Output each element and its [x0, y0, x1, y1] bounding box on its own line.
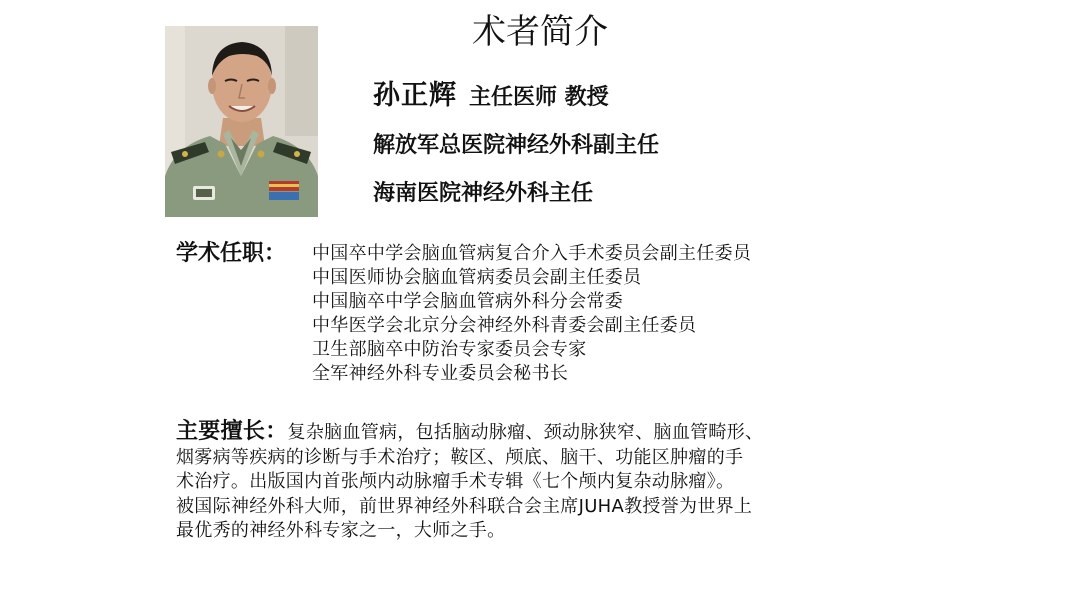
position-secondary: 海南医院神经外科主任: [373, 181, 594, 206]
specialty-line: 最优秀的神经外科专家之一，大师之手。: [176, 520, 506, 541]
list-item: 中国脑卒中学会脑血管病外科分会常委: [312, 291, 624, 312]
doctor-name: 孙正辉: [373, 80, 457, 111]
academic-list: [312, 242, 751, 386]
list-item: 中国医师协会脑血管病委员会副主任委员: [312, 267, 642, 288]
specialty-label: 主要擅长：: [176, 419, 288, 444]
specialty-line: 烟雾病等疾病的诊断与手术治疗；鞍区、颅底、脑干、功能区肿瘤的手: [176, 446, 744, 468]
portrait-photo: [165, 26, 318, 217]
name-line: [373, 78, 609, 117]
page-title: 术者简介: [472, 12, 608, 52]
list-item: 中国卒中学会脑血管病复合介入手术委员会副主任委员: [312, 243, 752, 264]
specialty-line: [176, 420, 896, 446]
list-item: 中华医学会北京分会神经外科青委会副主任委员: [312, 315, 697, 336]
specialty-text: 复杂脑血管病，包括脑动脉瘤、颈动脉狭窄、脑血管畸形、: [287, 422, 764, 443]
specialty-line: 术治疗。出版国内首张颅内动脉瘤手术专辑《七个颅内复杂动脉瘤》。: [176, 471, 735, 492]
specialty-block: [176, 420, 896, 544]
specialty-line: 被国际神经外科大师，前世界神经外科联合会主席JUHA教授誉为世界上: [176, 495, 753, 517]
position-primary: 解放军总医院神经外科副主任: [373, 133, 660, 158]
academic-label: 学术任职：: [176, 241, 287, 266]
list-item: 全军神经外科专业委员会秘书长: [312, 363, 569, 384]
doctor-titles: 主任医师 教授: [469, 85, 609, 110]
list-item: 卫生部脑卒中防治专家委员会专家: [312, 339, 587, 360]
